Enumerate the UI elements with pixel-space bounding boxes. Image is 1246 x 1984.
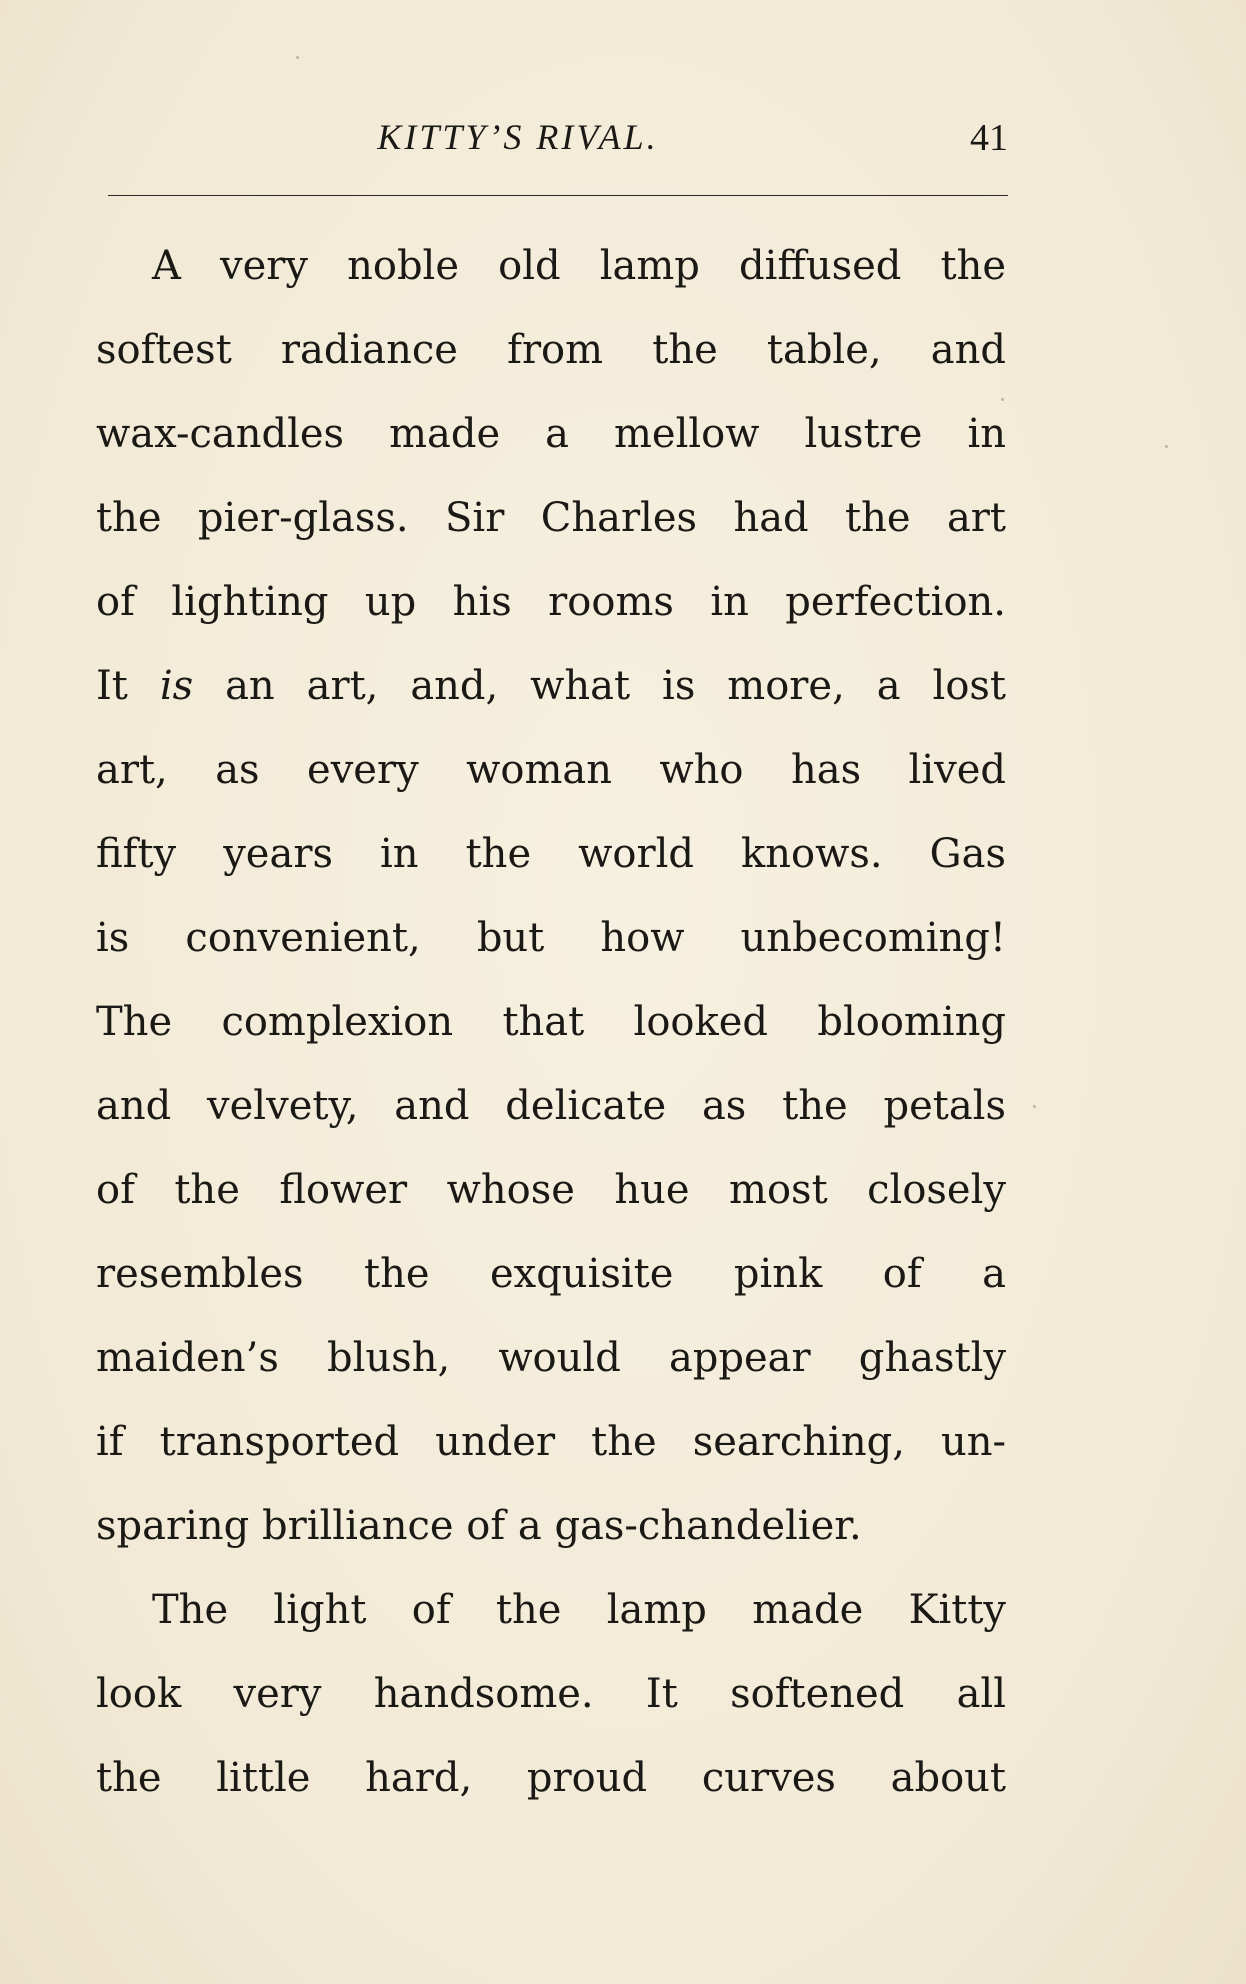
text-line: A very noble old lamp diffused the xyxy=(152,243,1006,289)
text-line: wax-candles made a mellow lustre in xyxy=(96,411,1006,457)
text-line: look very handsome. It softened all xyxy=(96,1671,1006,1717)
header-rule xyxy=(108,195,1008,196)
text-line-with-emphasis xyxy=(96,651,1006,735)
paper-fleck xyxy=(296,56,299,59)
text-line: and velvety, and delicate as the petals xyxy=(96,1083,1006,1129)
text-line: of the flower whose hue most closely xyxy=(96,1167,1006,1213)
paper-fleck xyxy=(1033,1105,1036,1108)
page-number: 41 xyxy=(970,117,1008,159)
running-title: KITTY’S RIVAL. xyxy=(377,117,659,157)
text-line: of lighting up his rooms in perfection. xyxy=(96,579,1006,625)
text-line: if transported under the searching, un- xyxy=(96,1419,1006,1465)
text-line: maiden’s blush, would appear ghastly xyxy=(96,1335,1006,1381)
text-line: fifty years in the world knows. Gas xyxy=(96,831,1006,877)
text-line: sparing brilliance of a gas-chandelier. xyxy=(96,1503,862,1549)
text-line: resembles the exquisite pink of a xyxy=(96,1251,1006,1297)
italic-emphasis: is xyxy=(159,663,194,709)
text-fragment: It xyxy=(96,663,128,709)
text-line: art, as every woman who has lived xyxy=(96,747,1006,793)
paper-fleck xyxy=(1165,445,1168,448)
text-line: The light of the lamp made Kitty xyxy=(152,1587,1006,1633)
text-line: is convenient, but how unbecoming! xyxy=(96,915,1006,961)
running-head xyxy=(108,112,1008,172)
text-line: the pier-glass. Sir Charles had the art xyxy=(96,495,1006,541)
text-line: softest radiance from the table, and xyxy=(96,327,1006,373)
paper-fleck xyxy=(1001,398,1004,401)
text-line: the little hard, proud curves about xyxy=(96,1755,1006,1801)
body-text xyxy=(96,231,1006,1827)
text-line: The complexion that looked blooming xyxy=(96,999,1006,1045)
text-fragment: an art, and, what is more, a lost xyxy=(225,663,1006,709)
